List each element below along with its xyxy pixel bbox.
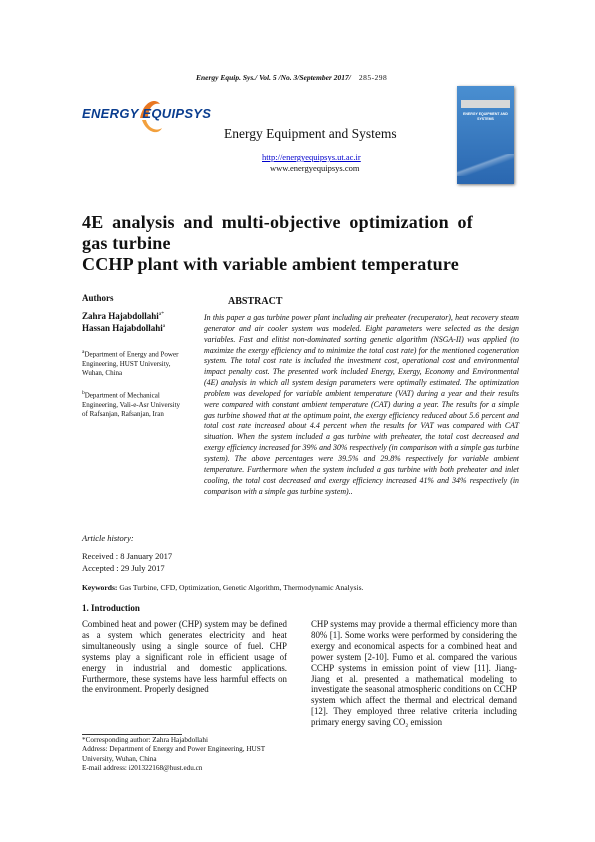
received-date: Received : 8 January 2017 [82, 551, 173, 561]
cover-band [461, 100, 510, 108]
keywords-list: Gas Turbine, CFD, Optimization, Genetic Algorithm, Thermodynamic Analysis. [119, 583, 364, 592]
footnote-divider [82, 734, 182, 735]
title-line-3: CCHP plant with variable ambient temperature [82, 254, 459, 274]
journal-cover-image [457, 86, 514, 184]
journal-logo [82, 98, 212, 138]
abstract-heading: ABSTRACT [228, 296, 283, 307]
article-history-heading: Article history: [82, 533, 134, 543]
affiliation-1-text: Department of Energy and Power Engineering, HUST University, Wuhan, China [82, 350, 179, 378]
footnote [82, 736, 287, 773]
author-email: E-mail address: i201322168@hust.edu.cn [82, 763, 203, 772]
intro-column-right: CHP systems may provide a thermal efficiency more than 80% [1]. Some works were performed by considering the exergy and economical aspects for a combined heat and power system [2-10]. Fumo et al. compared the various CCHP systems in emission point of view [11]. Jiang-Jiang et al. presented a mathematical modeling to investigate the seasonal atmospheric conditions on CCHP system which affect the thermal and electrical demand [12]. They employed three relative criteria including primary energy saving CO₂ emission [311, 619, 517, 728]
journal-url-link[interactable]: http://energyequipsys.ut.ac.ir [262, 152, 361, 162]
author-1 [82, 311, 164, 321]
title-line-2: gas turbine [82, 233, 171, 253]
journal-reference [196, 73, 387, 82]
cover-title: ENERGY EQUIPMENT AND SYSTEMS [463, 112, 508, 121]
logo-text: ENERGY EQUIPSYS [82, 106, 212, 121]
affiliation-2-text: Department of Mechanical Engineering, Vali-e-Asr University of Rafsanjan, Rafsanjan, Iran [82, 391, 181, 419]
accepted-date: Accepted : 29 July 2017 [82, 563, 165, 573]
authors-heading: Authors [82, 293, 114, 303]
journal-website: www.energyequipsys.com [270, 163, 360, 173]
affiliation-2 [82, 389, 187, 420]
title-line-1: 4E analysis and multi-objective optimization of [82, 212, 473, 232]
section-heading-introduction: 1. Introduction [82, 603, 140, 613]
corresponding-author: *Corresponding author: Zahra Hajabdollahi [82, 736, 208, 744]
journal-name: Energy Equipment and Systems [224, 126, 397, 141]
author-1-affiliation-mark: a* [158, 311, 164, 317]
affiliation-1-mark: a [82, 349, 85, 355]
intro-column-left: Combined heat and power (CHP) system may be defined as a system which generates electricity and heat simultaneously using a single source of fuel. CHP systems play a significant role in efficient usage of energy in industrial and domestic applications. Furthermore, these systems have less harmful effects on the environment. Properly designed [82, 619, 287, 695]
affiliation-1 [82, 348, 187, 379]
keywords [82, 583, 522, 592]
author-2-affiliation-mark: a [162, 323, 166, 329]
author-2-name: Hassan Hajabdollahi [82, 323, 163, 333]
keywords-label: Keywords: [82, 583, 118, 592]
abstract-text: In this paper a gas turbine power plant including air preheater (recuperator), heat recovery steam generator and air cooler system was modeled. Eight parameters were selected as the design variables. Fast and elitist non-dominated sorting genetic algorithm (NSGA-II) was applied (to maximize the exergy efficiency and to minimize the total cost rate) for the mentioned cogeneration system. The total cost rate is included the investment cost, operational cost and environmental impact penalty cost. The presented work included Energy, Exergy, Economy and Environmental (4E) analysis in which all system design parameters were optimally estimated. The optimization problem was developed for variable ambient temperature (VAT) during a year and their results were compared with constant ambient temperature (CAT) during a year. The results for a simple gas turbine showed that at the optimum point, the exergy efficiency reduced about 5.6 percent and total cost rate increased about 4.4 percent when the results for VAT was compared with CAT situation. When the system included a gas turbine with preheater, the total cost decreased and exergy efficiency increased for 39% and 30% respectively (in comparison with a simple gas turbine system). The above percentages were 39.5% and 29.8% respectively for variable ambient temperature. Furthermore when the system included a gas turbine with both preheater and inlet cooling, the total cost decreased and exergy efficiency increased 41% and 34% respectively (in comparison with a simple gas turbine system).. [204, 313, 519, 496]
article-title [82, 212, 532, 275]
author-address: Address: Department of Energy and Power Engineering, HUST University, Wuhan, China [82, 745, 265, 763]
page-range: 285-298 [358, 73, 388, 82]
author-1-name: Zahra Hajabdollahi [82, 311, 159, 321]
journal-volume-info: Energy Equip. Sys./ Vol. 5 /No. 3/September 2017/ [196, 73, 351, 82]
affiliation-2-mark: b [82, 390, 85, 396]
author-2 [82, 323, 165, 333]
cover-graphic [457, 154, 514, 176]
